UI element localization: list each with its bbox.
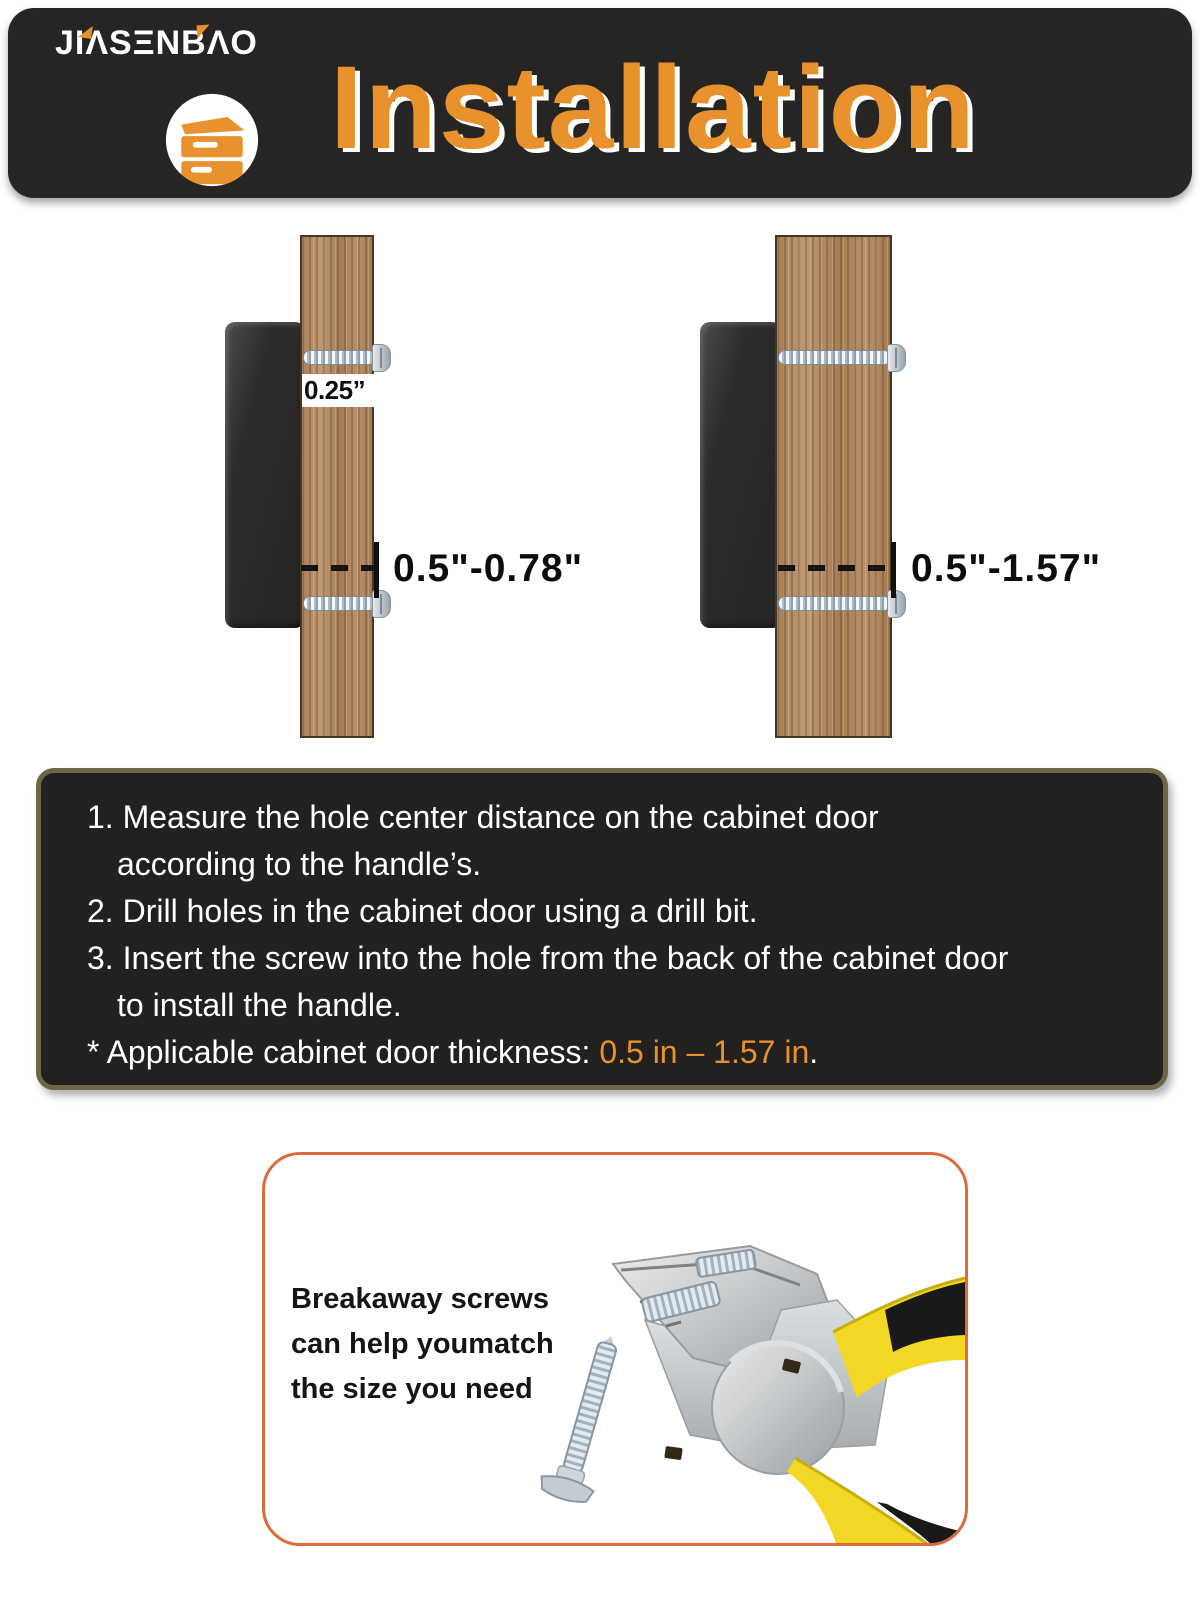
brand-logo-text: JIΛSΞNBΛO xyxy=(55,24,258,62)
brand-logo xyxy=(55,24,258,63)
measure-tick xyxy=(891,542,896,598)
cabinet-handle xyxy=(225,322,305,628)
caption-line: the size you need xyxy=(291,1373,533,1405)
screw-head xyxy=(887,590,906,618)
instruction-line: 2. Drill holes in the cabinet door using a drill bit. xyxy=(87,893,758,929)
thickness-label: 0.5"-0.78" xyxy=(393,547,584,590)
logo-accent-triangle-icon xyxy=(197,25,211,39)
instruction-line: 1. Measure the hole center distance on the cabinet door xyxy=(87,799,879,835)
instruction-panel xyxy=(36,768,1168,1090)
instruction-line: according to the handle’s. xyxy=(117,846,482,882)
note-thickness-value: 0.5 in – 1.57 in xyxy=(599,1034,810,1070)
breakaway-screw-image xyxy=(540,1330,650,1520)
screw-thread xyxy=(778,350,891,365)
screw-thread xyxy=(303,350,376,365)
measure-tick xyxy=(374,542,379,598)
cabinet-door-panel xyxy=(775,235,892,738)
cabinet-handle xyxy=(700,322,782,628)
screw-thread xyxy=(778,596,891,611)
instruction-line: 3. Insert the screw into the hole from the back of the cabinet door xyxy=(87,940,1009,976)
instruction-note xyxy=(87,1029,1149,1076)
screw-head xyxy=(887,344,906,372)
note-suffix: . xyxy=(809,1034,819,1070)
page-title: Installation xyxy=(330,42,977,174)
dashed-measure-line xyxy=(301,565,379,571)
dashed-measure-line xyxy=(778,565,896,571)
hole-pitch-label: 0.25” xyxy=(302,374,374,407)
caption-line: can help youmatch xyxy=(291,1328,554,1360)
header-banner xyxy=(8,8,1192,198)
cabinet-door-panel xyxy=(300,235,374,738)
instruction-line: to install the handle. xyxy=(117,987,402,1023)
note-prefix: * Applicable cabinet door thickness: xyxy=(87,1034,600,1070)
breakaway-caption xyxy=(291,1277,554,1412)
cabinet-icon xyxy=(164,92,260,188)
screw-head xyxy=(372,344,391,372)
screw-thread xyxy=(303,596,376,611)
caption-line: Breakaway screws xyxy=(291,1283,549,1315)
breakaway-screws-card xyxy=(262,1152,968,1546)
logo-accent-triangle-icon xyxy=(78,24,93,39)
thickness-label: 0.5"-1.57" xyxy=(911,547,1102,590)
